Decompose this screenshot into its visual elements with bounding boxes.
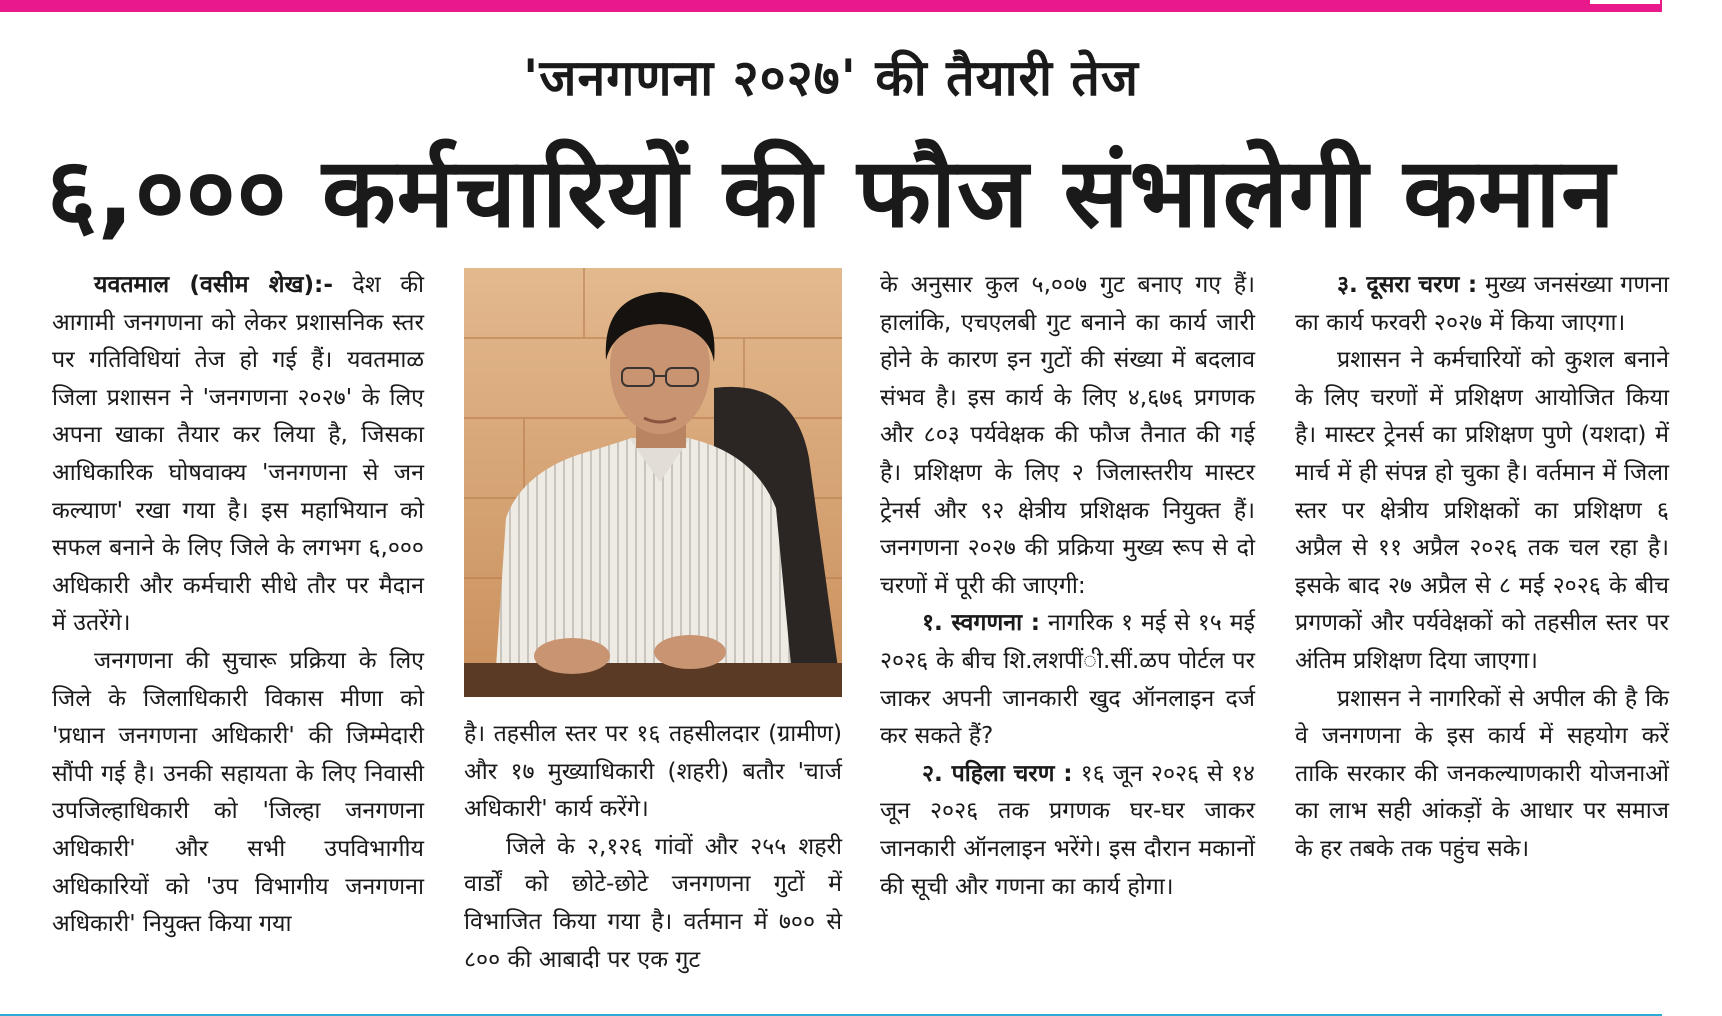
top-bar-notch xyxy=(1590,0,1660,4)
phase-2-heading: २. पहिला चरण : xyxy=(922,759,1073,787)
column-1-text-1: देश की आगामी जनगणना को लेकर प्रशासनिक स्तर पर गतिविधियां तेज हो गई हैं। यवतमाळ जिला प्रशासन ने 'जनगणना २०२७' के लिए अपना खाका तैयार कर लिया है, जिसका आधिकारिक घोषवाक्य 'जनगणना से जन कल्याण' रखा गया है। इस महाभियान को सफल बनाने के लिए जिले के लगभग ६,००० अधिकारी और कर्मचारी सीधे तौर पर मैदान में उतरेंगे। xyxy=(52,271,425,637)
column-2-paragraph-1: है। तहसील स्तर पर १६ तहसीलदार (ग्रामीण) और १७ मुख्याधिकारी (शहरी) बतौर 'चार्ज अधिकारी' कार्य करेंगे। xyxy=(464,720,842,823)
phase-3-heading: ३. दूसरा चरण : xyxy=(1337,271,1478,298)
phase-1-text: नागरिक १ मई से १५ मई २०२६ के बीच शि.लशपींी.सीं.ळप पोर्टल पर जाकर अपनी जानकारी खुद ऑनलाइन दर्ज कर सकते हैं? xyxy=(880,609,1256,750)
kicker-headline: 'जनगणना २०२७' की तैयारी तेज xyxy=(523,49,1139,107)
phase-3-text: मुख्य जनसंख्या गणना का कार्य फरवरी २०२७ में किया जाएगा। xyxy=(1295,271,1669,336)
article-column-2 xyxy=(464,715,842,978)
column-1-paragraph-2: जनगणना की सुचारू प्रक्रिया के लिए जिले के जिलाधिकारी विकास मीणा को 'प्रधान जनगणना अधिकारी' की जिम्मेदारी सौंपी गई है। उनकी सहायता के लिए निवासी उपजिल्हाधिकारी को 'जिल्हा जनगणना अधिकारी' और सभी उपविभागीय अधिकारियों को 'उप विभागीय जनगणना अधिकारी' नियुक्त किया गया xyxy=(52,646,424,938)
official-portrait-photo xyxy=(464,268,842,697)
phase-2-text: १६ जून २०२६ से १४ जून २०२६ तक प्रगणक घर-घर जाकर जानकारी ऑनलाइन भरेंगे। इस दौरान मकानों की सूची और गणना का कार्य होगा। xyxy=(880,759,1255,900)
column-4-paragraph-2: प्रशासन ने कर्मचारियों को कुशल बनाने के लिए चरणों में प्रशिक्षण आयोजित किया है। मास्टर ट्रेनर्स का प्रशिक्षण पुणे (यशदा) में मार्च में ही संपन्न हो चुका है। वर्तमान में जिला स्तर पर क्षेत्रीय प्रशिक्षकों का प्रशिक्षण ६ अप्रैल से ११ अप्रैल २०२६ तक चल रहा है। इसके बाद २७ अप्रैल से ८ मई २०२६ के बीच प्रगणकों और पर्यवेक्षकों को तहसील स्तर पर अंतिम प्रशिक्षण दिया जाएगा। xyxy=(1295,346,1669,674)
phase-3-paragraph xyxy=(1295,266,1669,341)
column-4-paragraph-3: प्रशासन ने नागरिकों से अपील की है कि वे जनगणना के इस कार्य में सहयोग करें ताकि सरकार की जनकल्याणकारी योजनाओं का लाभ सही आंकड़ों के आधार पर समाज के हर तबके तक पहुंच सके। xyxy=(1295,684,1669,862)
column-1-paragraph-1 xyxy=(52,266,424,642)
article-column-3 xyxy=(880,266,1255,905)
column-2-paragraph-2: जिले के २,१२६ गांवों और २५५ शहरी वार्डों को छोटे-छोटे जनगणना गुटों में विभाजित किया गया है। वर्तमान में ७०० से ८०० की आबादी पर एक गुट xyxy=(464,832,842,973)
article-column-1 xyxy=(52,266,424,943)
article-column-4 xyxy=(1295,266,1669,868)
phase-2-paragraph xyxy=(880,755,1255,905)
phase-1-heading: १. स्वगणना : xyxy=(922,609,1040,637)
byline: यवतमाल (वसीम शेख):- xyxy=(94,271,333,298)
main-headline: ६,००० कर्मचारियों की फौज संभालेगी कमान xyxy=(46,137,1616,249)
column-3-paragraph-1: के अनुसार कुल ५,००७ गुट बनाए गए हैं। हालांकि, एचएलबी गुट बनाने का कार्य जारी होने के कारण इन गुटों की संख्या में बदलाव संभव है। इस कार्य के लिए ४,६७६ प्रगणक और ८०३ पर्यवेक्षक की फौज तैनात की गई है। प्रशिक्षण के लिए २ जिलास्तरीय मास्टर ट्रेनर्स और ९२ क्षेत्रीय प्रशिक्षक नियुक्त हैं। जनगणना २०२७ की प्रक्रिया मुख्य रूप से दो चरणों में पूरी की जाएगी: xyxy=(880,271,1255,599)
top-color-bar xyxy=(0,0,1662,12)
portrait-illustration xyxy=(464,268,842,697)
phase-1-paragraph xyxy=(880,604,1255,754)
